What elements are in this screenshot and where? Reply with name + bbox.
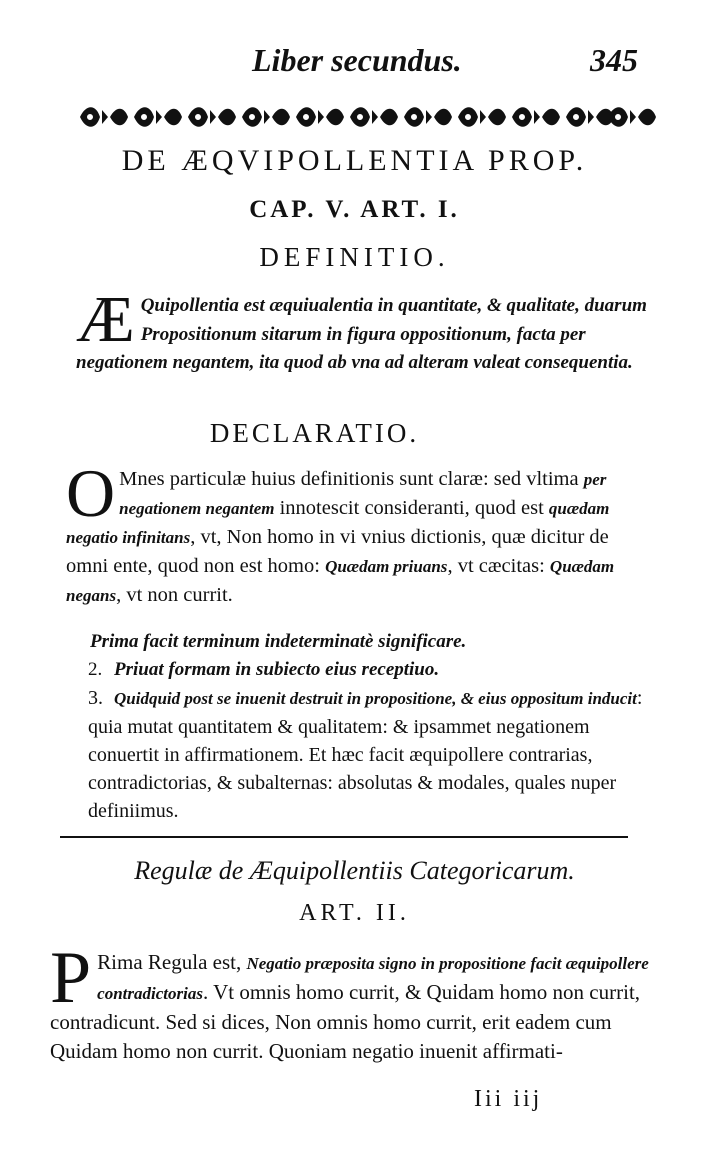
running-title: Liber secundus. bbox=[252, 42, 462, 78]
rule-2-number: 2. bbox=[88, 659, 103, 680]
article-heading: ART. II. bbox=[299, 900, 410, 926]
regula-text-2: . Vt omnis homo currit, & Quidam homo non currit, contradicunt. Sed si dices, Non omnis homo currit, erit eadem cum Quidam homo non currit. Quoniam negatio inuenit affirmati- bbox=[50, 980, 641, 1063]
rule-item bbox=[66, 628, 648, 656]
regula-text-1: Rima Regula est, bbox=[97, 950, 247, 974]
definition-text: Quipollentia est æquiualentia in quantitate, & qualitate, duarum Propositionum sitarum in figura oppositionum, facta per negationem negantem, ita quod ab vna ad alteram valeat consequentia. bbox=[76, 295, 647, 373]
declaration-emphasis-1: per negationem negantem bbox=[119, 470, 607, 518]
section-divider bbox=[60, 836, 628, 838]
regula-emphasis: Negatio præposita signo in propositione facit æquipollere contradictorias bbox=[97, 954, 649, 1003]
declaration-text-5: , vt non currit. bbox=[116, 584, 233, 606]
rule-3-number: 3. bbox=[88, 687, 103, 709]
page-number: 345 bbox=[590, 42, 638, 78]
running-head bbox=[0, 40, 709, 80]
declaration-dropcap: O bbox=[66, 455, 116, 531]
rule-3-text: : quia mutat quantitatem & qualitatem: & ipsammet negationem conuertit in affirmationem. Et hæc facit æquipollere contrarias, contradictorias, & subalternas: absolutas & modales, quales nuper definiimus. bbox=[88, 687, 643, 822]
declaration-paragraph bbox=[66, 455, 648, 610]
declaration-text-3: , vt, Non homo in vi vnius dictionis, quæ dicitur de omni ente, quod non est homo: bbox=[66, 526, 609, 577]
declaration-emphasis-4: Quædam negans bbox=[66, 557, 615, 605]
chapter-heading: CAP. V. ART. I. bbox=[249, 196, 460, 223]
rule-3-emphasis: Quidquid post se inuenit destruit in propositione, & eius oppositum inducit bbox=[114, 689, 637, 708]
treatise-title: DE ÆQVIPOLLENTIA PROP. bbox=[121, 144, 588, 177]
declaration-text-1: Mnes particulæ huius definitionis sunt claræ: sed vltima bbox=[119, 468, 584, 490]
ornament-band bbox=[78, 100, 658, 134]
declaration-text-2: innotescit consideranti, quod est bbox=[274, 497, 549, 519]
definition-dropcap: Æ bbox=[76, 283, 135, 356]
rule-2-text: Priuat formam in subiecto eius receptiuo. bbox=[114, 659, 440, 680]
signature-mark: Iii iij bbox=[474, 1086, 543, 1112]
regula-paragraph bbox=[50, 937, 650, 1066]
regula-dropcap: P bbox=[50, 937, 92, 1019]
declaration-emphasis-3: Quædam priuans bbox=[325, 557, 448, 576]
rule-item bbox=[66, 656, 648, 684]
declaration-emphasis-2: quædam negatio infinitans bbox=[66, 499, 610, 547]
definition-paragraph bbox=[76, 283, 656, 378]
rule-1-text: Prima facit terminum indeterminatè significare. bbox=[90, 631, 467, 652]
rule-item bbox=[66, 684, 648, 825]
definitio-heading: DEFINITIO. bbox=[259, 242, 450, 272]
section-title: Regulæ de Æquipollentiis Categoricarum. bbox=[134, 856, 575, 885]
declaratio-heading: DECLARATIO. bbox=[209, 418, 420, 448]
rules-list bbox=[66, 628, 648, 825]
declaration-text-4: , vt cæcitas: bbox=[447, 555, 550, 577]
